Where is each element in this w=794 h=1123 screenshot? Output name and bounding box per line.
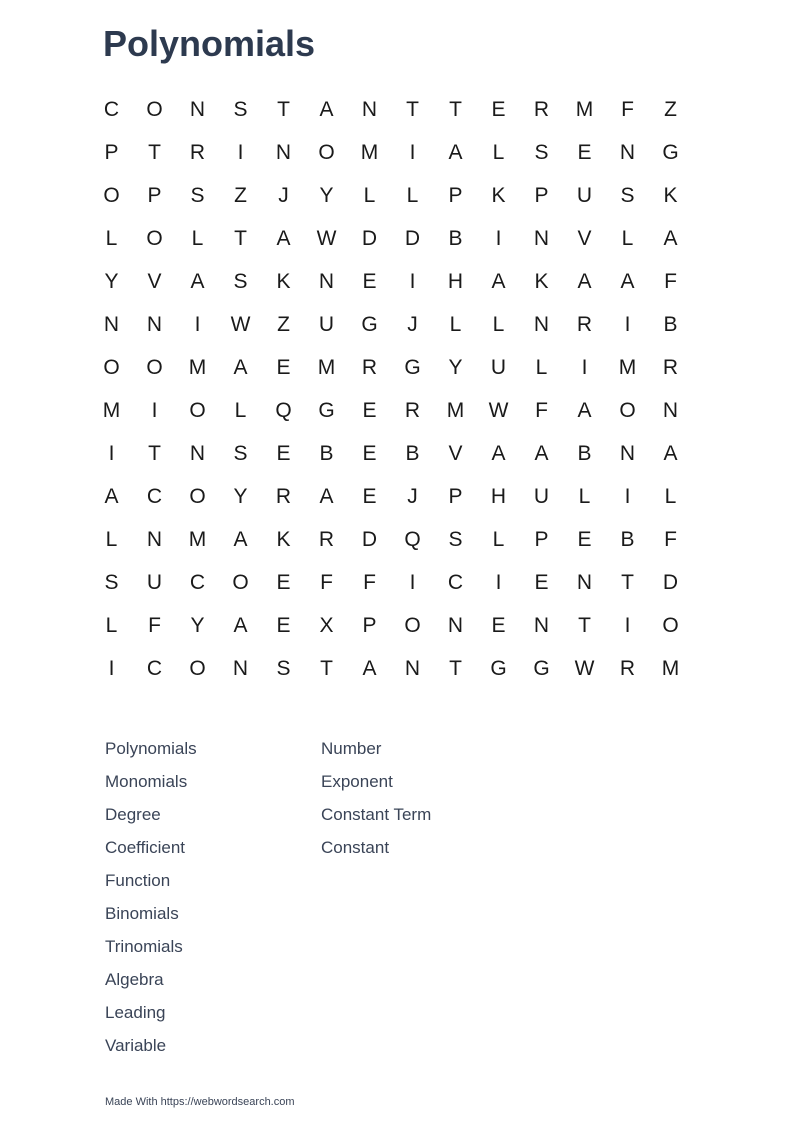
grid-letter: Q (275, 398, 292, 422)
grid-letter: E (362, 398, 377, 422)
grid-letter: E (276, 355, 291, 379)
grid-letter: P (448, 183, 463, 207)
grid-letter: B (663, 312, 678, 336)
grid-letter: N (275, 140, 292, 164)
grid-letter: L (105, 527, 118, 551)
grid-letter: N (361, 97, 378, 121)
grid-letter: B (620, 527, 635, 551)
grid-letter: J (407, 312, 418, 336)
grid-letter: G (404, 355, 421, 379)
grid-letter: O (103, 183, 120, 207)
grid-letter: D (404, 226, 421, 250)
grid-letter: D (361, 527, 378, 551)
grid-letter: N (662, 398, 679, 422)
grid-letter: S (620, 183, 635, 207)
grid-letter: L (621, 226, 634, 250)
grid-letter: N (533, 613, 550, 637)
grid-letter: H (490, 484, 507, 508)
word-list-item: Algebra (105, 970, 164, 989)
grid-letter: L (664, 484, 677, 508)
grid-letter: W (574, 656, 595, 680)
grid-row (90, 561, 692, 604)
letter-grid (90, 88, 692, 690)
grid-letter: S (233, 441, 248, 465)
grid-letter: A (577, 398, 592, 422)
grid-letter: K (534, 269, 549, 293)
grid-letter: B (319, 441, 334, 465)
grid-letter: A (620, 269, 635, 293)
footer-credit: Made With https://webwordsearch.com (105, 1096, 295, 1108)
grid-letter: T (406, 97, 419, 121)
grid-letter: T (621, 570, 634, 594)
grid-letter: Z (234, 183, 247, 207)
grid-letter: E (276, 441, 291, 465)
grid-letter: C (447, 570, 464, 594)
grid-letter: P (104, 140, 119, 164)
word-list-item: Function (105, 871, 171, 890)
grid-row (90, 174, 692, 217)
grid-letter: A (319, 97, 334, 121)
grid-letter: M (618, 355, 637, 379)
grid-letter: S (104, 570, 119, 594)
grid-letter: I (624, 613, 631, 637)
grid-letter: R (533, 97, 550, 121)
grid-letter: A (448, 140, 463, 164)
grid-letter: Y (319, 183, 334, 207)
grid-letter: N (619, 441, 636, 465)
grid-letter: O (189, 656, 206, 680)
grid-letter: L (363, 183, 376, 207)
grid-letter: V (577, 226, 592, 250)
grid-letter: I (409, 570, 416, 594)
grid-row (90, 346, 692, 389)
grid-letter: P (147, 183, 162, 207)
grid-letter: I (409, 140, 416, 164)
grid-letter: C (189, 570, 206, 594)
grid-letter: O (146, 226, 163, 250)
word-list-item: Exponent (321, 772, 393, 791)
grid-letter: S (233, 97, 248, 121)
grid-letter: A (233, 527, 248, 551)
grid-letter: J (407, 484, 418, 508)
grid-row (90, 88, 692, 131)
grid-letter: N (146, 527, 163, 551)
grid-letter: E (491, 97, 506, 121)
grid-letter: P (534, 527, 549, 551)
grid-letter: I (194, 312, 201, 336)
grid-letter: O (189, 398, 206, 422)
grid-letter: W (488, 398, 509, 422)
grid-letter: X (319, 613, 334, 637)
grid-letter: A (190, 269, 205, 293)
grid-letter: U (146, 570, 163, 594)
grid-letter: P (534, 183, 549, 207)
grid-letter: I (237, 140, 244, 164)
grid-letter: M (317, 355, 336, 379)
grid-letter: I (151, 398, 158, 422)
grid-letter: C (103, 97, 120, 121)
grid-row (90, 303, 692, 346)
grid-letter: F (664, 527, 677, 551)
word-list-item: Degree (105, 805, 161, 824)
grid-letter: F (664, 269, 677, 293)
grid-letter: B (405, 441, 420, 465)
grid-letter: K (276, 527, 291, 551)
grid-letter: I (581, 355, 588, 379)
grid-letter: L (406, 183, 419, 207)
grid-letter: T (320, 656, 333, 680)
grid-row (90, 217, 692, 260)
grid-letter: P (448, 484, 463, 508)
grid-letter: V (147, 269, 162, 293)
grid-letter: R (619, 656, 636, 680)
grid-letter: D (662, 570, 679, 594)
grid-letter: R (576, 312, 593, 336)
grid-letter: E (534, 570, 549, 594)
grid-letter: N (232, 656, 249, 680)
grid-letter: K (491, 183, 506, 207)
grid-letter: R (361, 355, 378, 379)
word-list-item: Binomials (105, 904, 179, 923)
grid-letter: Y (233, 484, 248, 508)
grid-letter: B (448, 226, 463, 250)
grid-letter: F (148, 613, 161, 637)
grid-letter: S (448, 527, 463, 551)
word-list-item: Variable (105, 1036, 167, 1055)
grid-letter: F (320, 570, 333, 594)
grid-letter: M (188, 527, 207, 551)
grid-letter: L (492, 140, 505, 164)
word-list-item: Monomials (105, 772, 188, 791)
grid-letter: M (102, 398, 121, 422)
grid-letter: Q (404, 527, 421, 551)
grid-letter: N (146, 312, 163, 336)
grid-letter: E (276, 570, 291, 594)
grid-letter: R (318, 527, 335, 551)
grid-letter: G (318, 398, 335, 422)
grid-letter: O (318, 140, 335, 164)
grid-letter: L (234, 398, 247, 422)
grid-letter: L (492, 312, 505, 336)
grid-letter: M (360, 140, 379, 164)
grid-letter: T (449, 656, 462, 680)
grid-letter: R (404, 398, 421, 422)
grid-letter: B (577, 441, 592, 465)
grid-letter: W (316, 226, 337, 250)
grid-letter: L (191, 226, 204, 250)
grid-letter: A (663, 226, 678, 250)
grid-letter: O (232, 570, 249, 594)
grid-letter: A (362, 656, 377, 680)
grid-letter: E (577, 140, 592, 164)
grid-letter: F (363, 570, 376, 594)
grid-letter: R (189, 140, 206, 164)
word-list-left (105, 736, 197, 1066)
grid-row (90, 647, 692, 690)
grid-letter: L (578, 484, 591, 508)
page-title: Polynomials (103, 23, 316, 64)
grid-letter: I (624, 484, 631, 508)
grid-letter: W (230, 312, 251, 336)
word-list-item: Leading (105, 1003, 166, 1022)
grid-letter: Z (277, 312, 290, 336)
grid-letter: U (576, 183, 593, 207)
grid-letter: U (533, 484, 550, 508)
word-list-right (321, 736, 431, 868)
grid-letter: A (319, 484, 334, 508)
grid-letter: P (362, 613, 377, 637)
grid-letter: M (575, 97, 594, 121)
grid-letter: V (448, 441, 463, 465)
grid-letter: E (362, 484, 377, 508)
grid-letter: T (148, 140, 161, 164)
grid-letter: Y (448, 355, 463, 379)
grid-letter: L (449, 312, 462, 336)
grid-letter: M (188, 355, 207, 379)
grid-row (90, 475, 692, 518)
grid-letter: A (491, 441, 506, 465)
grid-letter: G (361, 312, 378, 336)
grid-row (90, 131, 692, 174)
word-list-item: Trinomials (105, 937, 183, 956)
grid-letter: D (361, 226, 378, 250)
grid-letter: N (447, 613, 464, 637)
grid-letter: O (146, 97, 163, 121)
grid-letter: T (449, 97, 462, 121)
grid-letter: U (490, 355, 507, 379)
grid-letter: C (146, 484, 163, 508)
grid-letter: M (446, 398, 465, 422)
grid-letter: O (619, 398, 636, 422)
grid-letter: L (105, 613, 118, 637)
grid-letter: J (278, 183, 289, 207)
grid-letter: G (533, 656, 550, 680)
grid-letter: R (275, 484, 292, 508)
grid-letter: A (233, 355, 248, 379)
grid-letter: I (624, 312, 631, 336)
grid-letter: N (576, 570, 593, 594)
word-list-item: Coefficient (105, 838, 186, 857)
grid-letter: I (108, 656, 115, 680)
grid-letter: T (578, 613, 591, 637)
grid-letter: O (146, 355, 163, 379)
grid-letter: E (362, 441, 377, 465)
grid-letter: N (404, 656, 421, 680)
grid-letter: K (663, 183, 678, 207)
grid-row (90, 518, 692, 561)
grid-letter: O (189, 484, 206, 508)
grid-letter: K (276, 269, 291, 293)
grid-letter: S (534, 140, 549, 164)
grid-letter: I (495, 570, 502, 594)
grid-letter: G (662, 140, 679, 164)
grid-letter: Z (664, 97, 677, 121)
grid-letter: R (662, 355, 679, 379)
grid-letter: Y (190, 613, 205, 637)
grid-letter: Y (104, 269, 119, 293)
grid-letter: O (103, 355, 120, 379)
word-list-item: Number (321, 739, 382, 758)
grid-letter: U (318, 312, 335, 336)
grid-letter: M (661, 656, 680, 680)
grid-letter: E (491, 613, 506, 637)
grid-letter: T (148, 441, 161, 465)
grid-letter: S (276, 656, 291, 680)
grid-row (90, 432, 692, 475)
grid-letter: S (190, 183, 205, 207)
grid-letter: A (233, 613, 248, 637)
grid-letter: N (189, 441, 206, 465)
grid-letter: I (108, 441, 115, 465)
grid-row (90, 604, 692, 647)
grid-letter: A (663, 441, 678, 465)
grid-letter: E (577, 527, 592, 551)
grid-letter: N (189, 97, 206, 121)
grid-letter: I (495, 226, 502, 250)
grid-letter: L (492, 527, 505, 551)
word-list-item: Polynomials (105, 739, 197, 758)
grid-letter: L (535, 355, 548, 379)
grid-row (90, 260, 692, 303)
grid-letter: G (490, 656, 507, 680)
grid-letter: I (409, 269, 416, 293)
grid-letter: N (318, 269, 335, 293)
grid-letter: A (104, 484, 119, 508)
word-list-item: Constant Term (321, 805, 432, 824)
grid-letter: N (619, 140, 636, 164)
grid-letter: O (404, 613, 421, 637)
grid-letter: N (103, 312, 120, 336)
grid-letter: H (447, 269, 464, 293)
grid-letter: T (234, 226, 247, 250)
grid-row (90, 389, 692, 432)
grid-letter: E (362, 269, 377, 293)
grid-letter: O (662, 613, 679, 637)
grid-letter: N (533, 226, 550, 250)
grid-letter: F (621, 97, 634, 121)
grid-letter: A (491, 269, 506, 293)
grid-letter: C (146, 656, 163, 680)
grid-letter: E (276, 613, 291, 637)
word-list-item: Constant (321, 838, 390, 857)
grid-letter: L (105, 226, 118, 250)
grid-letter: A (577, 269, 592, 293)
grid-letter: N (533, 312, 550, 336)
grid-letter: T (277, 97, 290, 121)
grid-letter: A (534, 441, 549, 465)
grid-letter: S (233, 269, 248, 293)
grid-letter: F (535, 398, 548, 422)
grid-letter: A (276, 226, 291, 250)
